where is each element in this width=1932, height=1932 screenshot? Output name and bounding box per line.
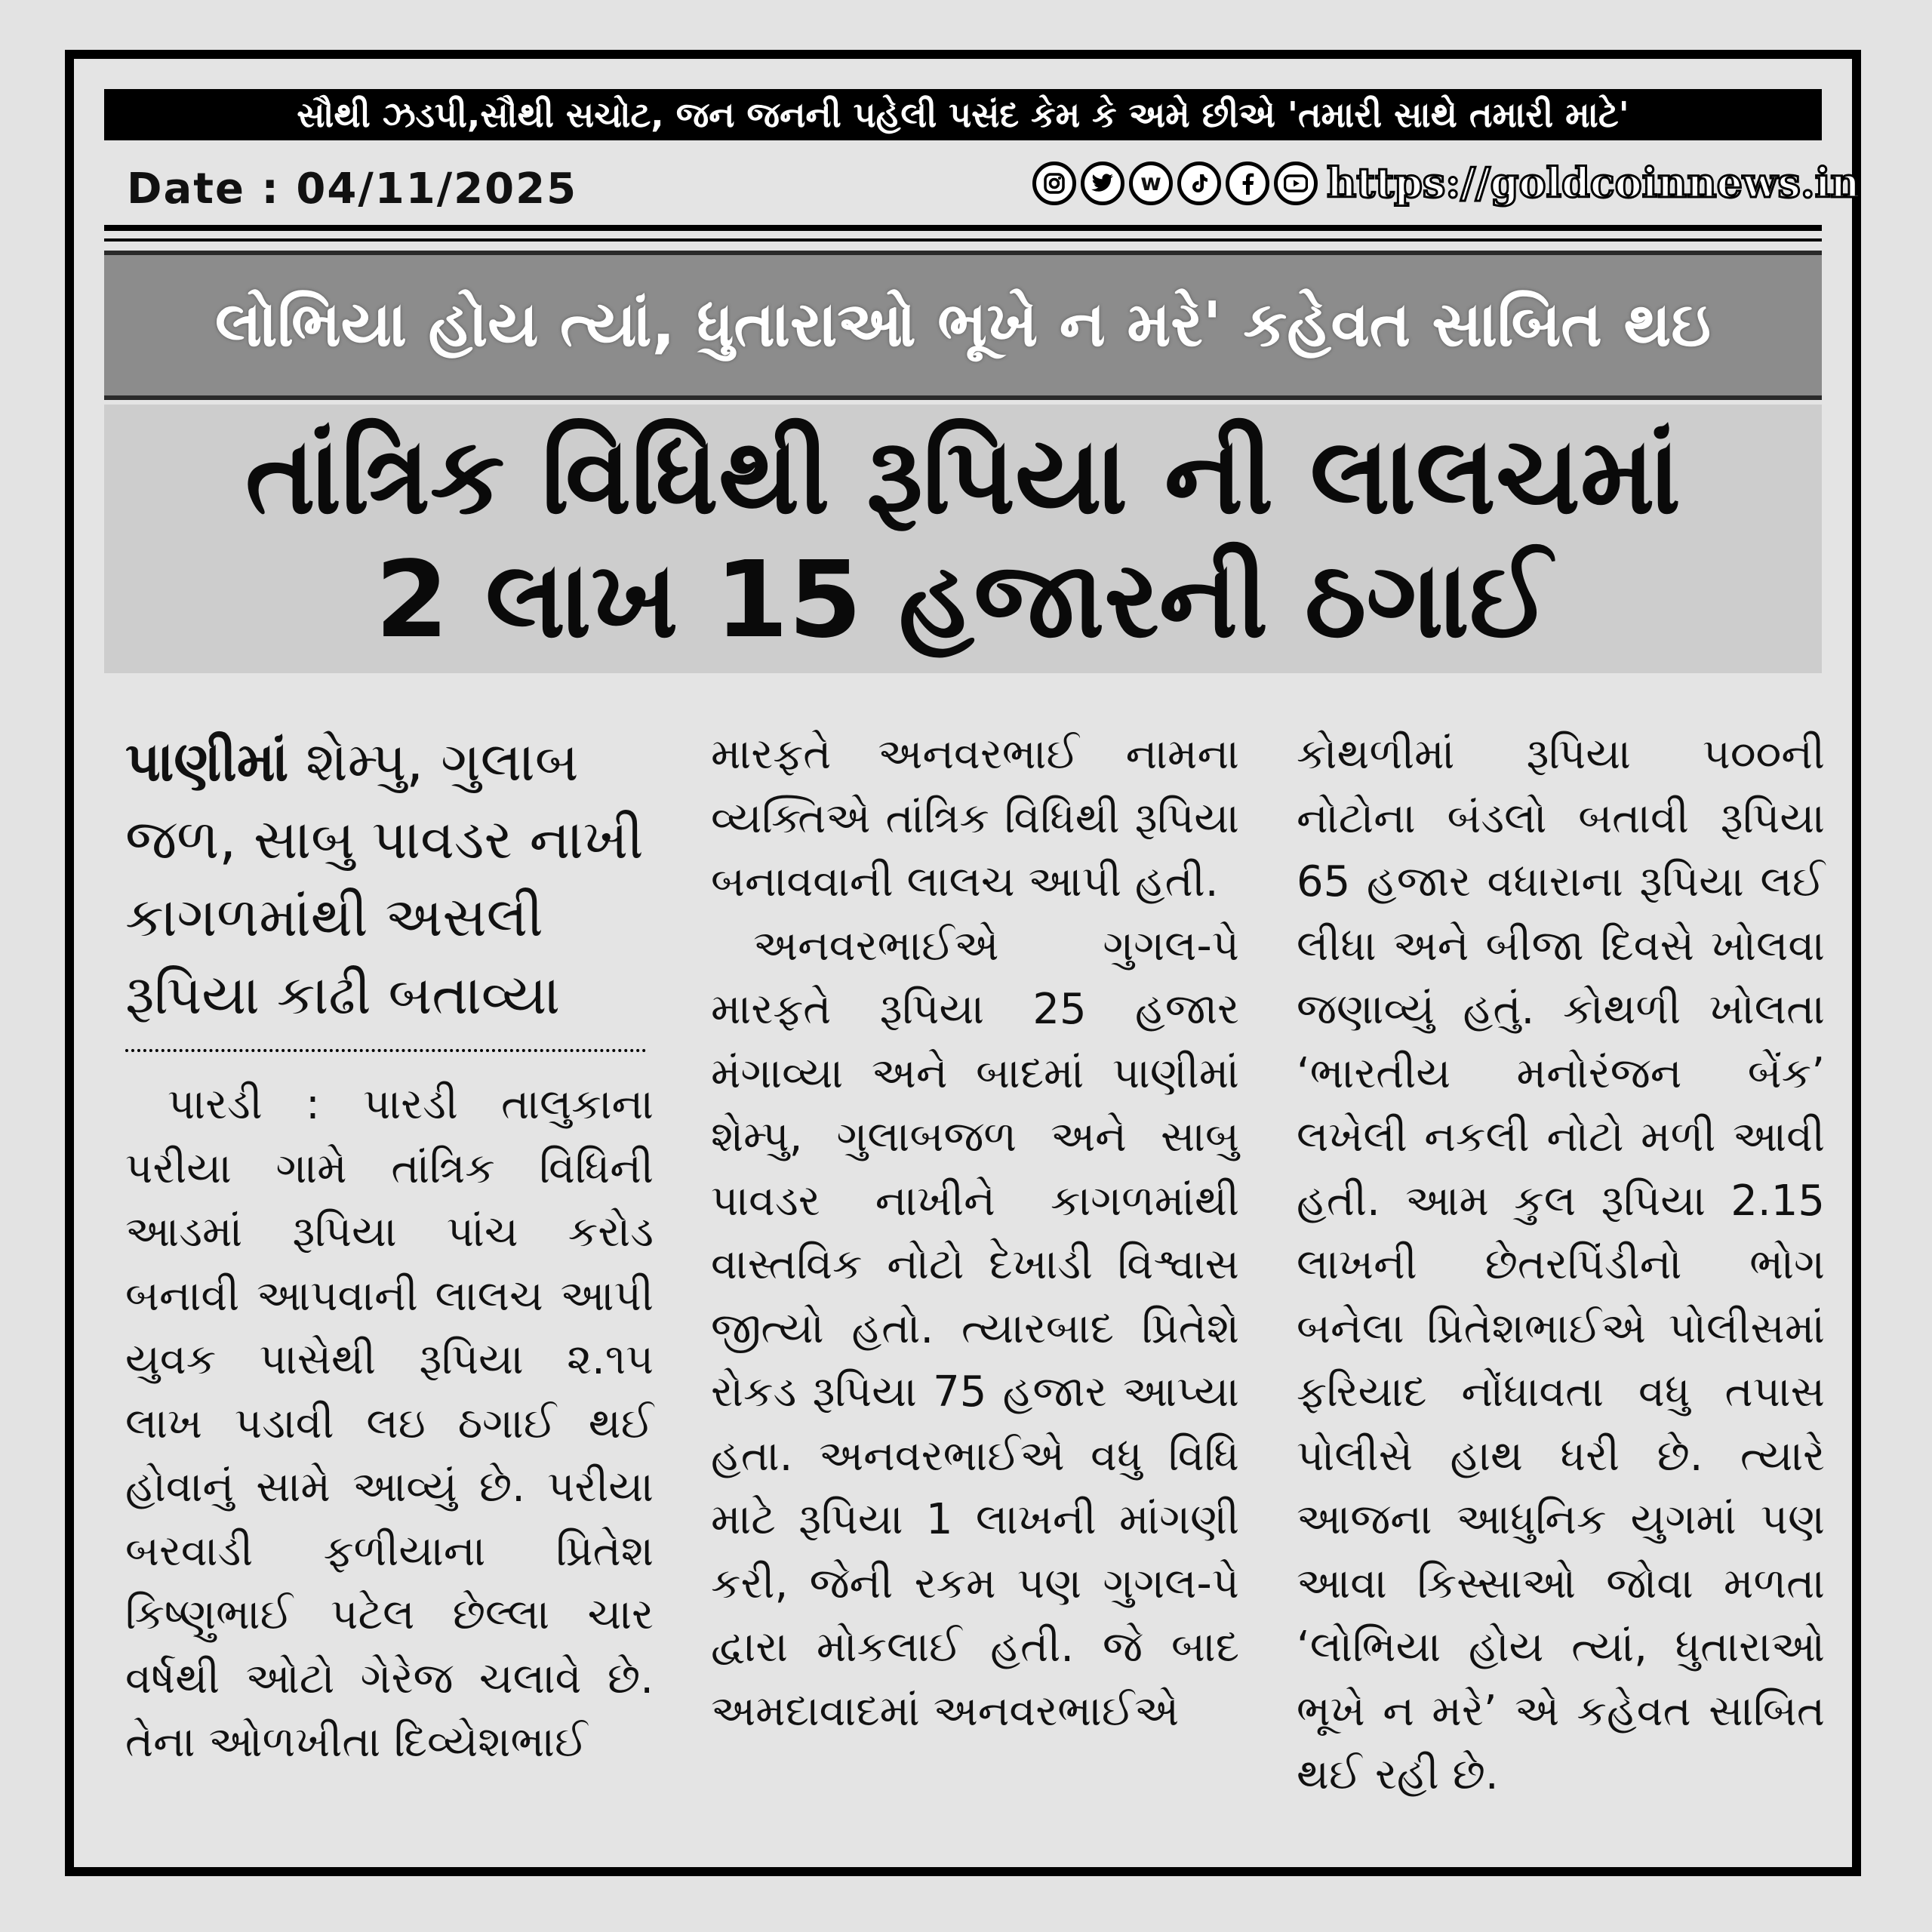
body-paragraph: મારફતે અનવરભાઈ નામના વ્યક્તિએ તાંત્રિક વિધિથી રૂપિયા બનાવવાની લાલચ આપી હતી. [711,730,1239,906]
article-column-2 [711,723,1239,1743]
facebook-icon[interactable] [1226,162,1269,205]
main-headline [104,405,1822,673]
headline-line-2: 2 લાખ 15 હજારની ઠગાઈ [375,539,1551,662]
website-url[interactable]: https://goldcoinnews.in [1327,158,1860,207]
subheadline-bold: પાણીમાં [125,730,289,793]
subheadline [125,723,654,1034]
body-paragraph: પારડી : પારડી તાલુકાના પરીયા ગામે તાંત્રિક વિધિની આડમાં રૂપિયા પાંચ કરોડ બનાવી આપવાની લાલચ આપી યુવક પાસેથી રૂપિયા ૨.૧૫ લાખ પડાવી લઇ ઠગાઈ થઈ હોવાનું સામે આવ્યું છે. પરીયા બરવાડી ફળીયાના પ્રિતેશ કિષ્ણુભાઈ પટેલ છેલ્લા ચાર વર્ષથી ઓટો ગેરેજ ચલાવે છે. તેના ઓળખીતા દિવ્યેશભાઈ [125,1080,654,1767]
article-column-3 [1297,723,1825,1807]
headline-line-1: તાંત્રિક વિધિથી રૂપિયા ની લાલચમાં [245,415,1681,538]
body-paragraph: કોથળીમાં રૂપિયા ૫૦૦ની નોટોના બંડલો બતાવી રૂપિયા 65 હજાર વધારાના રૂપિયા લઈ લીધા અને બીજા દિવસે ખોલવા જણાવ્યું હતું. કોથળી ખોલતા ‘ભારતીય મનોરંજન બેંક’ લખેલી નકલી નોટો મળી આવી હતી. આમ કુલ રૂપિયા 2.15 લાખની છેતરપિંડીનો ભોગ બનેલા પ્રિતેશભાઈએ પોલીસમાં ફરિયાદ નોંધાવતા વધુ તપાસ પોલીસે હાથ ધરી છે. ત્યારે આજના આધુનિક યુગમાં પણ આવા કિસ્સાઓ જોવા મળતા ‘લોભિયા હોય ત્યાં, ધુતારાઓ ભૂખે ન મરે’ એ કહેવત સાબિત થઈ રહી છે. [1297,730,1825,1799]
newspaper-frame [65,50,1861,1876]
article-column-1 [125,723,654,1775]
divider [104,225,1822,231]
tagline-banner: સૌથી ઝડપી,સૌથી સચોટ, જન જનની પહેલી પસંદ કેમ કે અમે છીએ 'તમારી સાથે તમારી માટે' [104,89,1822,140]
instagram-icon[interactable] [1032,162,1076,205]
divider [104,238,1822,242]
body-paragraph: અનવરભાઈએ ગુગલ-પે મારફતે રૂપિયા 25 હજાર મંગાવ્યા અને બાદમાં પાણીમાં શેમ્પુ, ગુલાબજળ અને સાબુ પાવડર નાખીને કાગળમાંથી વાસ્તવિક નોટો દેખાડી વિશ્વાસ જીત્યો હતો. ત્યારબાદ પ્રિતેશે રોકડ રૂપિયા 75 હજાર આપ્યા હતા. અનવરભાઈએ વધુ વિધિ માટે રૂપિયા 1 લાખની માંગણી કરી, જેની રકમ પણ ગુગલ-પે દ્વારા મોકલાઈ હતી. જે બાદ અમદાવાદમાં અનવરભાઈએ [711,921,1239,1736]
kicker-headline: લોભિયા હોય ત્યાં, ધુતારાઓ ભૂખે ન મરે' કહેવત સાબિત થઇ [104,251,1822,400]
social-icons [1032,162,1318,205]
publication-date: Date : 04/11/2025 [127,165,578,214]
web-icon[interactable]: w [1129,162,1173,205]
dotted-divider [125,1049,646,1052]
twitter-icon[interactable] [1081,162,1124,205]
subheadline-text: શેમ્પુ, ગુલાબ જળ, સાબુ પાવડર નાખી કાગળમાંથી અસલી રૂપિયા કાઢી બતાવ્યા [125,730,644,1026]
youtube-icon[interactable] [1274,162,1318,205]
tiktok-icon[interactable] [1177,162,1221,205]
